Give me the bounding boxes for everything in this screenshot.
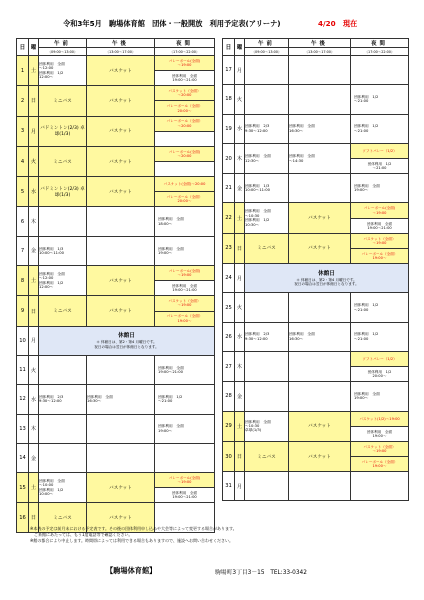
- afternoon-cell: [87, 355, 155, 384]
- night-top: バスケット(全面)～20:00: [155, 177, 214, 192]
- weekday-label: 木: [235, 143, 245, 173]
- night-top: バレーボール(全面) ～19:00: [155, 473, 214, 488]
- weekday-label: 月: [29, 326, 39, 355]
- day-number: 4: [17, 146, 29, 176]
- day-number: 24: [223, 264, 235, 293]
- table-row: [17, 326, 215, 355]
- night-bottom: 団体利用 全面 19:00～21:00: [171, 284, 198, 293]
- night-top: バスケット（全面） ～19:00: [155, 296, 214, 311]
- table-row: [223, 174, 409, 203]
- day-number: 9: [17, 296, 29, 326]
- day-number: 2: [17, 86, 29, 116]
- table-row: [223, 264, 409, 293]
- night-cell: [155, 56, 215, 86]
- weekday-label: 火: [235, 85, 245, 114]
- night-cell: [351, 203, 409, 233]
- day-number: 17: [223, 56, 235, 85]
- weekday-label: 日: [235, 441, 245, 471]
- night-split: [155, 177, 214, 206]
- morning-cell: [245, 85, 289, 114]
- night-single: 団体利用 全面 19:00～: [354, 392, 380, 401]
- night-cell: [351, 293, 409, 322]
- night-cell: [351, 322, 409, 351]
- night-bottom: バレーボール（全面） 20:00～: [155, 192, 214, 206]
- night-bottom: 団体利用 1/2 20:00～: [367, 370, 392, 379]
- night-bottom: [155, 132, 214, 146]
- afternoon-cell: [87, 207, 155, 236]
- weekday-label: 火: [235, 293, 245, 322]
- table-row: [223, 472, 409, 501]
- table-row: [223, 411, 409, 441]
- night-cell: [351, 114, 409, 143]
- night-split: [155, 266, 214, 295]
- table-row: [223, 233, 409, 263]
- afternoon-cell: 団体利用 全面 ～14:30: [289, 143, 351, 173]
- night-cell: [351, 56, 409, 85]
- table-row: [223, 322, 409, 351]
- day-number: 30: [223, 441, 235, 471]
- night-bottom: 団体利用 1/2 ～21:00: [367, 161, 392, 171]
- night-cell: [351, 85, 409, 114]
- afternoon-cell: バスケット: [87, 266, 155, 296]
- morning-cell: 団体利用 1/3 10:00～11:00: [245, 174, 289, 203]
- weekday-label: 土: [235, 411, 245, 441]
- night-cell: [351, 411, 409, 441]
- header-night-time: （17:00～22:00）: [351, 48, 409, 56]
- afternoon-cell: [289, 174, 351, 203]
- table-row: [17, 473, 215, 503]
- weekday-label: 水: [29, 177, 39, 207]
- night-cell: [351, 351, 409, 381]
- night-single: 団体利用 全面 18:00～: [158, 217, 184, 226]
- table-row: [17, 177, 215, 207]
- afternoon-cell: [87, 236, 155, 265]
- morning-cell: 団体利用 全面 ～12:00 団体利用 1/2 12:00～: [39, 266, 87, 296]
- afternoon-cell: 団体利用 全面 16:30～: [87, 385, 155, 414]
- afternoon-cell: 団体利用 全面 16:30～: [289, 114, 351, 143]
- weekday-label: 水: [235, 322, 245, 351]
- morning-cell: [245, 472, 289, 501]
- afternoon-cell: [289, 85, 351, 114]
- table-row: [17, 207, 215, 236]
- afternoon-cell: バスケット: [87, 473, 155, 503]
- weekday-label: 金: [29, 236, 39, 265]
- afternoon-cell: バスケット: [87, 177, 155, 207]
- night-split: [155, 147, 214, 176]
- night-cell: [155, 86, 215, 116]
- weekday-label: 土: [235, 203, 245, 233]
- weekday-label: 木: [235, 351, 245, 381]
- header-afternoon: 午後: [289, 39, 351, 48]
- day-number: 22: [223, 203, 235, 233]
- weekday-label: 日: [29, 296, 39, 326]
- day-number: 28: [223, 382, 235, 411]
- night-cell: [155, 473, 215, 503]
- page-title: 令和3年5月 駒場体育館 団体・一般開放 利用予定表(アリーナ): [63, 19, 281, 28]
- night-split: [351, 203, 408, 232]
- afternoon-cell: バスケット: [289, 233, 351, 263]
- morning-cell: ミニバス: [245, 233, 289, 263]
- weekday-label: 月: [235, 264, 245, 293]
- afternoon-cell: [289, 56, 351, 85]
- day-number: 23: [223, 233, 235, 263]
- weekday-label: 金: [235, 382, 245, 411]
- night-split: [155, 56, 214, 85]
- weekday-label: 木: [29, 414, 39, 443]
- night-split: [155, 86, 214, 115]
- facility-name: 【駒場体育館】: [106, 566, 157, 575]
- facility-address: 駒場町3丁目3－15 TEL:33-0342: [215, 570, 307, 576]
- night-cell: [351, 233, 409, 263]
- night-bottom: 団体利用 全面 19:00～: [366, 429, 393, 438]
- night-single: 団体利用 全面 19:00～: [354, 183, 380, 193]
- header-afternoon-time: （13:00～17:00）: [289, 48, 351, 56]
- day-number: 26: [223, 322, 235, 351]
- table-row: [17, 56, 215, 86]
- weekday-label: 火: [29, 355, 39, 384]
- day-number: 13: [17, 414, 29, 443]
- morning-cell: バドミントン(2/3) 卓球(1/3): [39, 177, 87, 207]
- day-number: 29: [223, 411, 235, 441]
- day-number: 18: [223, 85, 235, 114]
- day-number: 14: [17, 443, 29, 472]
- morning-cell: [245, 351, 289, 381]
- night-single: 団体利用 1/2 ～21:00: [354, 303, 379, 312]
- night-bottom: バレーボール（全面） 19:00～: [351, 457, 408, 471]
- table-row: [223, 203, 409, 233]
- morning-cell: [245, 293, 289, 322]
- afternoon-cell: [87, 414, 155, 443]
- night-cell: [351, 441, 409, 471]
- afternoon-cell: [289, 351, 351, 381]
- night-bottom: 団体利用 全面 19:00～21:00: [171, 491, 198, 500]
- header-night-time: （17:00～22:00）: [155, 48, 215, 56]
- weekday-label: 日: [29, 503, 39, 532]
- night-cell: [351, 382, 409, 411]
- morning-cell: 団体利用 全面 ～12:00 団体利用 1/2 12:00～: [39, 56, 87, 86]
- weekday-label: 水: [235, 114, 245, 143]
- day-number: 3: [17, 116, 29, 146]
- weekday-label: 金: [29, 443, 39, 472]
- header-row: [17, 39, 215, 48]
- night-top: バレーボール(全面) ～19:00: [155, 266, 214, 281]
- note-line: ※館の都合により中止します。時間帯によっては利用できる場合もありますので、施設へお問い合わせください。: [30, 538, 233, 543]
- afternoon-cell: バスケット: [289, 441, 351, 471]
- schedule-table-left: [16, 38, 215, 533]
- header-weekday: 曜: [29, 39, 39, 56]
- morning-cell: 団体利用 1/3 10:00～11:00: [39, 236, 87, 265]
- closed-text: ＊ 休館日は、第2・第4 月曜日です。 祝日の場合は翌日が休館日となります。: [294, 277, 359, 287]
- table-row: [17, 236, 215, 265]
- morning-cell: ミニバス: [39, 86, 87, 116]
- night-bottom: バレーボール（全面） 19:00～: [155, 312, 214, 326]
- header-time-row: [223, 48, 409, 56]
- weekday-label: 土: [29, 473, 39, 503]
- night-split: [351, 352, 408, 381]
- afternoon-cell: バスケット: [289, 203, 351, 233]
- morning-cell: 団体利用 全面 ～10:30 卓球(1/3): [245, 411, 289, 441]
- day-number: 6: [17, 207, 29, 236]
- morning-cell: ミニバス: [39, 146, 87, 176]
- header-night: 夜間: [351, 39, 409, 48]
- header-afternoon: 午後: [87, 39, 155, 48]
- weekday-label: 金: [235, 174, 245, 203]
- night-top: バレーボール(全面) ～20:00: [155, 147, 214, 162]
- afternoon-cell: バスケット: [87, 86, 155, 116]
- day-number: 11: [17, 355, 29, 384]
- table-row: [17, 296, 215, 326]
- weekday-label: 木: [29, 207, 39, 236]
- night-cell: [155, 177, 215, 207]
- night-split: [351, 234, 408, 263]
- closed-text: ＊ 休館日は、第2・第4 月曜日です。 祝日の場合は翌日が休館日となります。: [94, 340, 159, 349]
- header-morning-time: （09:00～13:00）: [245, 48, 289, 56]
- morning-cell: 団体利用 2/3 9:30～12:00: [39, 385, 87, 414]
- day-number: 12: [17, 385, 29, 414]
- afternoon-cell: 団体利用 全面 16:30～: [289, 322, 351, 351]
- night-top: バレーボール（全面） ～20:00: [155, 117, 214, 132]
- note-line: ご来館にあたっては、もう1度電話等で確認ください。: [30, 532, 133, 537]
- morning-cell: 団体利用 全面 ～10:30 団体利用 1/2 10:30～: [245, 203, 289, 233]
- day-number: 7: [17, 236, 29, 265]
- weekday-label: 火: [29, 146, 39, 176]
- table-row: [223, 382, 409, 411]
- day-number: 8: [17, 266, 29, 296]
- night-top: バスケット（全面） ～19:00: [351, 442, 408, 457]
- afternoon-cell: バスケット: [87, 56, 155, 86]
- closed-notice: [39, 326, 215, 355]
- night-split: [155, 117, 214, 146]
- table-row: [17, 443, 215, 472]
- night-split: [155, 296, 214, 325]
- day-number: 25: [223, 293, 235, 322]
- morning-cell: ミニバス: [39, 503, 87, 532]
- weekday-label: 土: [29, 266, 39, 296]
- night-cell: [351, 472, 409, 501]
- morning-cell: ミニバス: [39, 296, 87, 326]
- night-bottom: バレーボール（全面） 19:00～: [351, 249, 408, 263]
- table-row: [17, 385, 215, 414]
- night-cell: [351, 143, 409, 173]
- table-row: [17, 355, 215, 384]
- table-row: [223, 143, 409, 173]
- night-cell: [155, 236, 215, 265]
- weekday-label: 日: [235, 233, 245, 263]
- table-row: [223, 85, 409, 114]
- morning-cell: 団体利用 2/3 9:30～12:00: [245, 322, 289, 351]
- day-number: 15: [17, 473, 29, 503]
- table-row: [17, 146, 215, 176]
- weekday-label: 月: [235, 472, 245, 501]
- night-top: ソフトバレー（1/2）: [351, 352, 408, 367]
- morning-cell: バドミントン(2/3) 卓球(1/3): [39, 116, 87, 146]
- day-number: 31: [223, 472, 235, 501]
- closed-title: 休館日: [318, 270, 335, 277]
- table-row: [223, 56, 409, 85]
- day-number: 5: [17, 177, 29, 207]
- night-single: 団体利用 1/2 ～21:00: [354, 95, 379, 104]
- afternoon-cell: [289, 382, 351, 411]
- night-single: 団体利用 全面 19:00～: [158, 246, 184, 255]
- table-row: [17, 414, 215, 443]
- afternoon-cell: バスケット: [87, 146, 155, 176]
- schedule-left-body: [17, 39, 215, 533]
- header-morning-time: （09:00～13:00）: [39, 48, 87, 56]
- header-day: 日: [223, 39, 235, 56]
- night-bottom: [155, 162, 214, 176]
- header-row: [223, 39, 409, 48]
- night-top: バレーボール(全面) ～19:00: [155, 56, 214, 71]
- night-cell: [155, 296, 215, 326]
- table-row: [223, 351, 409, 381]
- night-top: バスケット（全面） ～19:00: [351, 234, 408, 249]
- closed-notice: [245, 264, 409, 293]
- morning-cell: [39, 355, 87, 384]
- note-line: ※本表の予定は前月末における予定表です。その後の団体利用申し込みや大会等によって変更する場合があります。: [30, 526, 237, 531]
- night-bottom: バレーボール（全面） 20:00～: [155, 101, 214, 115]
- weekday-label: 日: [29, 86, 39, 116]
- night-single: 団体利用 全面 19:00～: [158, 424, 184, 433]
- morning-cell: ミニバス: [245, 441, 289, 471]
- night-cell: [351, 174, 409, 203]
- night-split: [155, 473, 214, 502]
- night-top: バレーボール(全面) ～19:00: [351, 203, 408, 218]
- schedule-right-body: [223, 39, 409, 501]
- morning-cell: [39, 414, 87, 443]
- day-number: 21: [223, 174, 235, 203]
- weekday-label: 月: [235, 56, 245, 85]
- as-of-date: 4/20 現在: [318, 19, 358, 28]
- header-night: 夜間: [155, 39, 215, 48]
- night-cell: [155, 207, 215, 236]
- schedule-table-right: [222, 38, 409, 501]
- morning-cell: [245, 56, 289, 85]
- day-number: 1: [17, 56, 29, 86]
- morning-cell: 団体利用 全面 ～10:00 団体利用 1/2 10:00～: [39, 473, 87, 503]
- table-row: [223, 293, 409, 322]
- afternoon-cell: バスケット: [289, 411, 351, 441]
- table-row: [17, 266, 215, 296]
- notes: [30, 526, 237, 544]
- night-cell: [155, 414, 215, 443]
- night-single: 団体利用 全面 19:00～21:00: [158, 365, 184, 375]
- weekday-label: 土: [29, 56, 39, 86]
- day-number: 16: [17, 503, 29, 532]
- morning-cell: [39, 443, 87, 472]
- night-cell: [155, 443, 215, 472]
- morning-cell: 団体利用 2/3 9:30～12:00: [245, 114, 289, 143]
- header-day: 日: [17, 39, 29, 56]
- afternoon-cell: [289, 293, 351, 322]
- header-weekday: 曜: [235, 39, 245, 56]
- morning-cell: [245, 382, 289, 411]
- night-bottom: 団体利用 全面 19:00～21:00: [171, 74, 198, 83]
- table-row: [223, 114, 409, 143]
- night-top: ソフトバレー（1/2）: [351, 144, 408, 159]
- table-row: [17, 86, 215, 116]
- day-number: 10: [17, 326, 29, 355]
- weekday-label: 水: [29, 385, 39, 414]
- header-morning: 午前: [39, 39, 87, 48]
- night-single: 団体利用 1/2 ～21:00: [354, 332, 379, 341]
- day-number: 27: [223, 351, 235, 381]
- morning-cell: 団体利用 全面 12:30～: [245, 143, 289, 173]
- night-cell: [155, 385, 215, 414]
- night-bottom: 団体利用 全面 19:00～21:00: [366, 221, 393, 230]
- day-number: 20: [223, 143, 235, 173]
- day-number: 19: [223, 114, 235, 143]
- afternoon-cell: バスケット: [87, 116, 155, 146]
- night-split: [351, 412, 408, 441]
- title-row: [0, 19, 424, 31]
- morning-cell: [39, 207, 87, 236]
- header-time-row: [17, 48, 215, 56]
- afternoon-cell: [289, 472, 351, 501]
- table-row: [223, 441, 409, 471]
- night-top: バスケット(1/2)～19:00: [351, 412, 408, 427]
- night-cell: [155, 355, 215, 384]
- night-cell: [155, 266, 215, 296]
- night-split: [351, 144, 408, 173]
- afternoon-cell: バスケット: [87, 296, 155, 326]
- night-top: バスケット（全面） ～20:00: [155, 86, 214, 101]
- closed-title: 休館日: [118, 333, 135, 340]
- night-cell: [155, 146, 215, 176]
- afternoon-cell: [87, 443, 155, 472]
- night-cell: [155, 116, 215, 146]
- weekday-label: 月: [29, 116, 39, 146]
- header-morning: 午前: [245, 39, 289, 48]
- night-single: 団体利用 1/2 ～21:00: [354, 124, 379, 133]
- afternoon-cell: バスケット: [87, 503, 155, 532]
- header-afternoon-time: （13:00～17:00）: [87, 48, 155, 56]
- night-split: [351, 442, 408, 471]
- table-row: [17, 116, 215, 146]
- night-single: 団体利用 1/2 ～21:00: [158, 395, 183, 404]
